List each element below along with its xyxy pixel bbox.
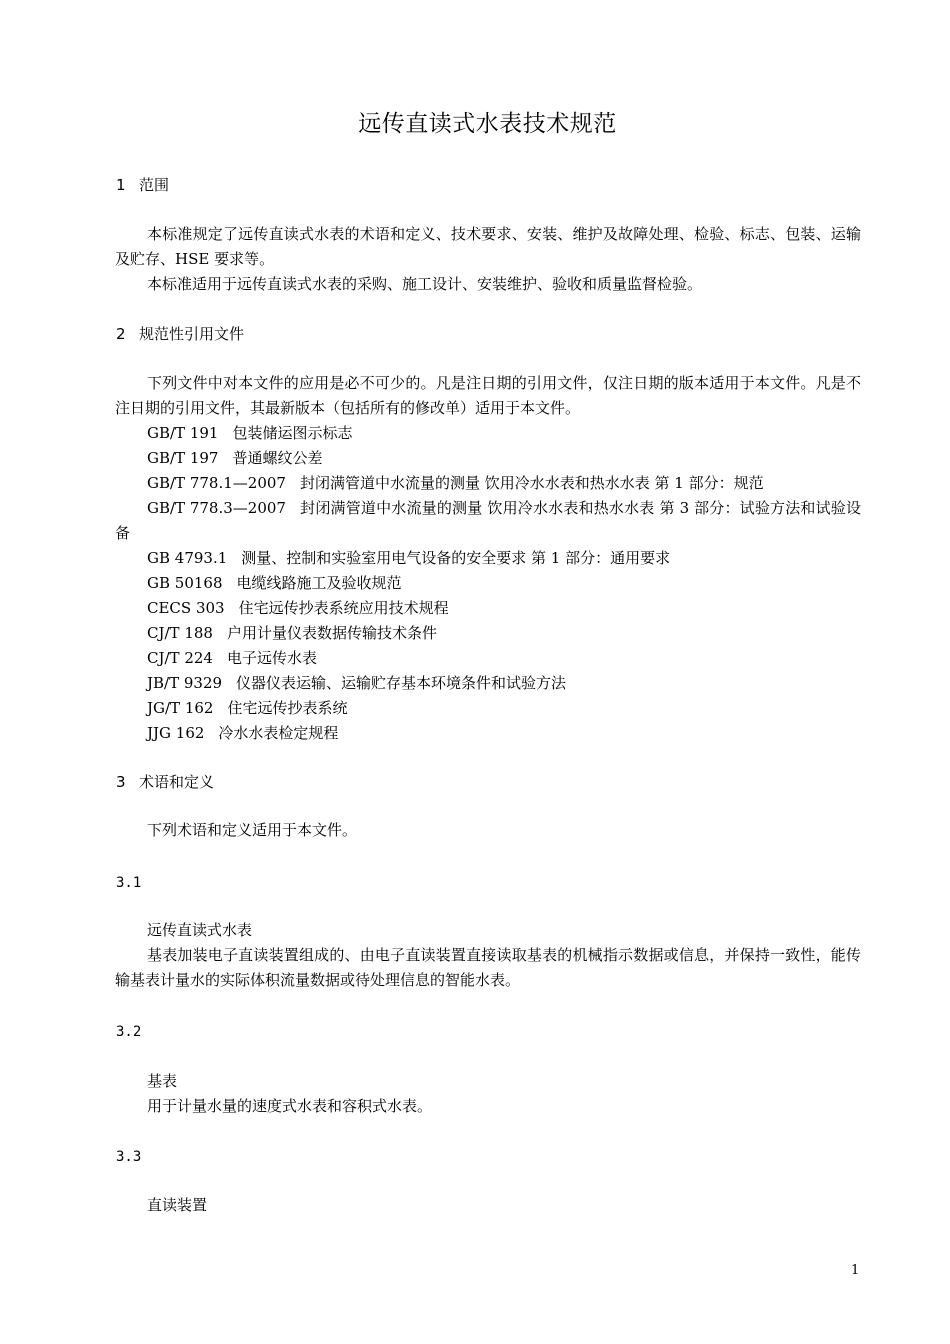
section-number: 1 [116, 176, 126, 194]
reference-item [115, 646, 861, 671]
reference-code: GB/T 197 [147, 449, 219, 467]
reference-item [115, 421, 861, 446]
reference-code: CECS 303 [147, 599, 225, 617]
term-name: 远传直读式水表 [147, 921, 253, 939]
term-name: 直读装置 [147, 1196, 208, 1214]
reference-title: 住宅远传抄表系统 [227, 699, 348, 717]
reference-code: JJG 162 [147, 724, 205, 742]
reference-item [115, 671, 861, 696]
reference-title: 封闭满管道中水流量的测量 饮用冷水水表和热水水表 第 1 部分：规范 [299, 474, 764, 492]
reference-code: JB/T 9329 [147, 674, 223, 692]
page-number: 1 [851, 1263, 860, 1278]
reference-item [115, 721, 861, 746]
reference-code: CJ/T 224 [147, 649, 213, 667]
reference-code: CJ/T 188 [147, 624, 213, 642]
reference-code: GB/T 778.1—2007 [147, 474, 286, 492]
section-heading-terms-definitions [116, 772, 214, 792]
term-number: 3.1 [116, 875, 142, 891]
reference-code: GB 50168 [147, 574, 223, 592]
reference-title: 测量、控制和实验室用电气设备的安全要求 第 1 部分：通用要求 [241, 549, 671, 567]
reference-item [115, 596, 861, 621]
reference-item [115, 546, 861, 571]
reference-title: 冷水水表检定规程 [218, 724, 339, 742]
reference-item [115, 496, 861, 546]
reference-code: GB/T 778.3—2007 [147, 499, 286, 517]
reference-title: 电子远传水表 [226, 649, 317, 667]
section-title: 范围 [139, 176, 170, 194]
reference-title: 户用计量仪表数据传输技术条件 [226, 624, 437, 642]
reference-item [115, 471, 861, 496]
reference-item [115, 446, 861, 471]
reference-item [115, 621, 861, 646]
term-definition: 用于计量水量的速度式水表和容积式水表。 [147, 1097, 433, 1115]
document-title: 远传直读式水表技术规范 [358, 111, 617, 137]
reference-title: 仪器仪表运输、运输贮存基本环境条件和试验方法 [236, 674, 567, 692]
section-heading-normative-references [116, 324, 244, 344]
scope-paragraph-1: 本标准规定了远传直读式水表的术语和定义、技术要求、安装、维护及故障处理、检验、标志、包装、运输及贮存、HSE 要求等。 [115, 225, 861, 268]
reference-title: 住宅远传抄表系统应用技术规程 [238, 599, 449, 617]
reference-code: GB 4793.1 [147, 549, 228, 567]
reference-title: 电缆线路施工及验收规范 [236, 574, 402, 592]
scope-paragraph-2: 本标准适用于远传直读式水表的采购、施工设计、安装维护、验收和质量监督检验。 [147, 275, 703, 293]
section-title: 规范性引用文件 [139, 325, 245, 343]
reference-list [115, 421, 861, 746]
term-number: 3.3 [116, 1149, 142, 1165]
reference-title: 包装储运图示标志 [232, 424, 353, 442]
reference-code: GB/T 191 [147, 424, 219, 442]
reference-title: 普通螺纹公差 [232, 449, 323, 467]
term-definition: 基表加装电子直读装置组成的、由电子直读装置直接读取基表的机械指示数据或信息，并保持一致性，能传输基表计量水的实际体积流量数据或待处理信息的智能水表。 [115, 946, 861, 989]
section-title: 术语和定义 [139, 773, 215, 791]
term-number: 3.2 [116, 1024, 142, 1040]
section-number: 2 [116, 325, 126, 343]
references-intro: 下列文件中对本文件的应用是必不可少的。凡是注日期的引用文件，仅注日期的版本适用于本文件。凡是不注日期的引用文件，其最新版本（包括所有的修改单）适用于本文件。 [115, 374, 861, 417]
reference-item [115, 571, 861, 596]
reference-title: 封闭满管道中水流量的测量 饮用冷水水表和热水水表 第 3 部分：试验方法和试验设备 [115, 499, 861, 542]
section-number: 3 [116, 773, 126, 791]
terms-intro: 下列术语和定义适用于本文件。 [147, 821, 358, 839]
reference-code: JG/T 162 [147, 699, 214, 717]
reference-item [115, 696, 861, 721]
section-heading-scope [116, 175, 169, 195]
term-name: 基表 [147, 1072, 178, 1090]
